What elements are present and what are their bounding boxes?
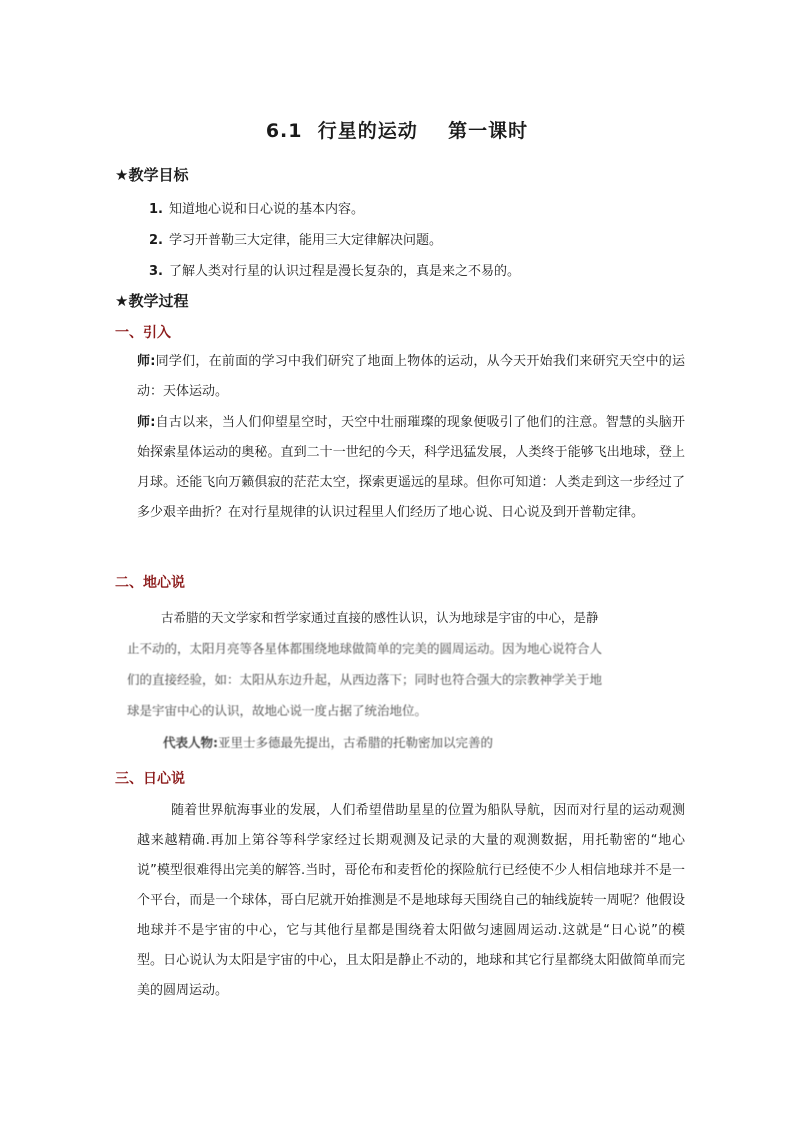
objective-number: 1.	[149, 202, 163, 217]
objective-text: 了解人类对行星的认识过程是漫长复杂的，真是来之不易的。	[169, 264, 521, 279]
representative-text: 亚里士多德最先提出，古希腊的托勒密加以完善的	[218, 735, 494, 750]
representative-label: 代表人物:	[163, 735, 218, 750]
section-heading-heliocentric: 三、日心说	[115, 771, 185, 787]
section-heading-geocentric: 二、地心说	[115, 575, 185, 591]
heliocentric-paragraph: 随着世界航海事业的发展，人们希望借助星星的位置为船队导航，因而对行星的运动观测越来越精确.再加上第谷等科学家经过长期观测及记录的大量的观测数据，用托勒密的“地心说”模型很难得出完美的解答.当时，哥伦布和麦哲伦的探险航行已经使不少人相信地球并不是一个平台，而是一个球体，哥白尼就开始推测是不是地球每天围绕自己的轴线旋转一周呢？他假设地球并不是宇宙的中心，它与其他行星都是围绕着太阳做匀速圆周运动.这就是“日心说”的模型。日心说认为太阳是宇宙的中心，且太阳是静止不动的，地球和其它行星都绕太阳做简单而完美的圆周运动。	[137, 803, 685, 998]
geocentric-paragraph	[127, 602, 667, 726]
intro-paragraph-1	[137, 347, 685, 407]
page-title: 6.1 行星的运动 第一课时	[265, 120, 529, 142]
speaker-label: 师:	[137, 354, 156, 369]
text-line: 古希腊的天文学家和哲学家通过直接的感性认识，认为地球是宇宙的中心，是静	[161, 610, 599, 625]
objective-text: 学习开普勒三大定律，能用三大定律解决问题。	[169, 233, 443, 248]
intro-paragraph-2	[137, 408, 685, 528]
objective-number: 2.	[149, 233, 163, 248]
objective-item	[149, 229, 442, 248]
objective-number: 3.	[149, 264, 163, 279]
objective-text: 知道地心说和日心说的基本内容。	[169, 202, 365, 217]
text-line: 止不动的，太阳月亮等各星体都围绕地球做简单的完美的圆周运动。因为地心说符合人	[127, 641, 603, 656]
paragraph-text: 自古以来，当人们仰望星空时，天空中壮丽璀璨的现象便吸引了他们的注意。智慧的头脑开始探索星体运动的奥秘。直到二十一世纪的今天，科学迅猛发展，人类终于能够飞出地球，登上月球。还能飞向万籁俱寂的茫茫太空，探索更遥远的星球。但你可知道：人类走到这一步经过了多少艰辛曲折？在对行星规律的认识过程里人们经历了地心说、日心说及到开普勒定律。	[137, 415, 685, 520]
section-heading-intro: 一、引入	[115, 325, 171, 341]
objectives-heading: ★教学目标	[115, 166, 189, 184]
representative-line	[163, 733, 493, 751]
paragraph-text: 同学们，在前面的学习中我们研究了地面上物体的运动，从今天开始我们来研究天空中的运动：天体运动。	[137, 354, 685, 399]
objective-item	[149, 260, 520, 279]
speaker-label: 师:	[137, 415, 156, 430]
objective-item	[149, 198, 364, 217]
process-heading: ★教学过程	[115, 292, 189, 310]
text-line: 们的直接经验，如：太阳从东边升起，从西边落下；同时也符合强大的宗教神学关于地	[127, 672, 603, 687]
text-line: 球是宇宙中心的认识，故地心说一度占据了统治地位。	[127, 703, 428, 718]
